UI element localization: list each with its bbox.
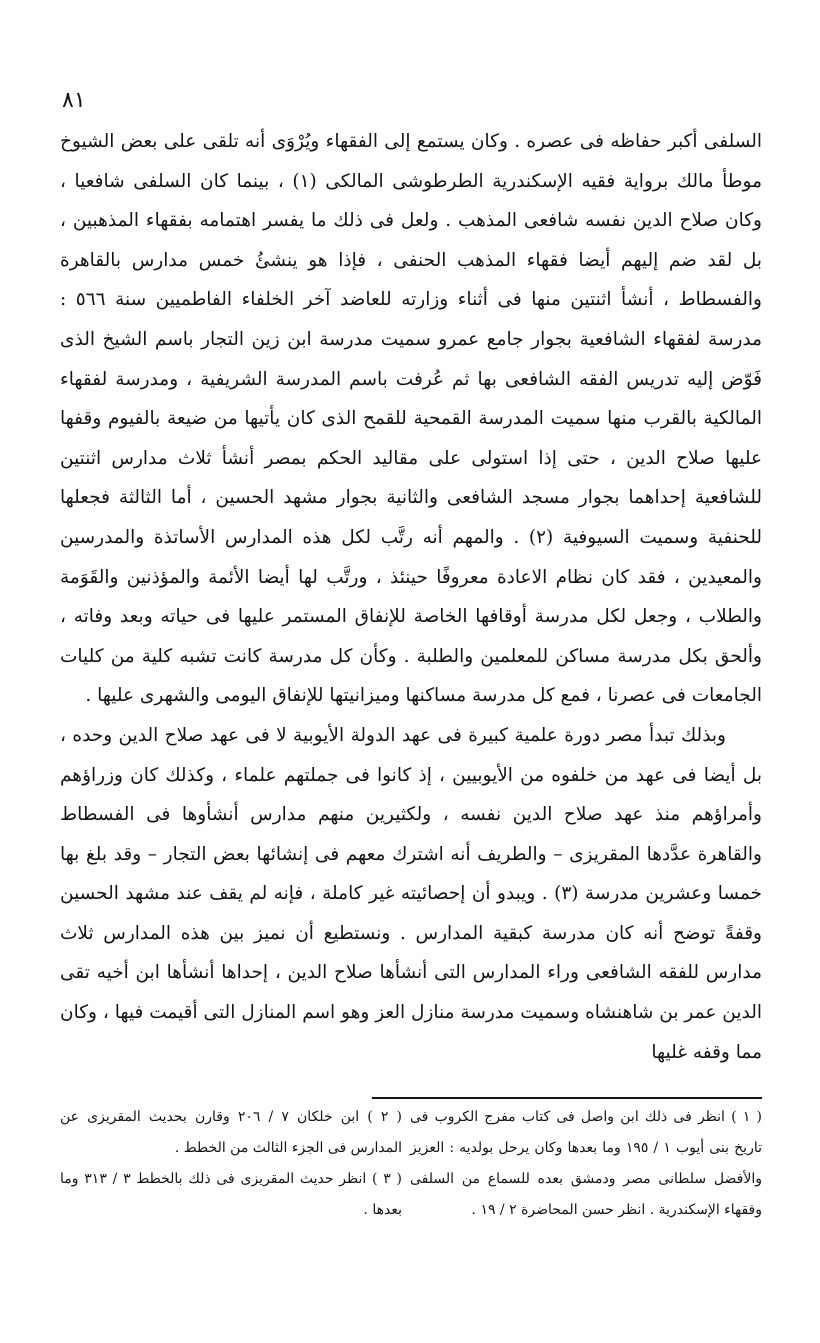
footnote-divider <box>372 1097 762 1099</box>
body-text <box>60 122 762 1072</box>
paragraph-2: وبذلك تبدأ مصر دورة علمية كبيرة فى عهد الدولة الأيوبية لا فى عهد صلاح الدين وحده ، بل أيضا فى عهد من خلفوه من الأيوبيين ، إذ كانوا فى جملتهم علماء ، وكذلك كان وزراؤهم وأمراؤهم منذ عهد صلاح الدين نفسه ، ولكثيرين منهم مدارس أنشأوها فى الفسطاط والقاهرة عدَّدها المقريزى – والطريف أنه اشترك معهم فى إنشائها بعض التجار – وقد بلغ بها خمسا وعشرين مدرسة (٣) . ويبدو أن إحصائيته غير كاملة ، فإنه لم يقف عند مشهد الحسين وقفةً توضح أنه كان مدرسة كبقية المدارس . ونستطيع أن نميز بين هذه المدارس ثلاث مدارس للفقه الشافعى وراء المدارس التى أنشأها صلاح الدين ، إحداها أنشأها ابن أخيه تقى الدين عمر بن شاهنشاه وسميت مدرسة منازل العز وهو اسم المنازل التى أقيمت فيها ، وكان مما وقفه غليها <box>60 724 762 1063</box>
paragraph-1: السلفى أكبر حفاظه فى عصره . وكان يستمع إلى الفقهاء ويُرْوَى أنه تلقى على بعض الشيوخ موطأ مالك برواية فقيه الإسكندرية الطرطوشى المالكى (١) ، بينما كان السلفى شافعيا ، وكان صلاح الدين نفسه شافعى المذهب . ولعل فى ذلك ما يفسر اهتمامه بفقهاء المذهبين ، بل لقد ضم إليهم أيضا فقهاء المذهب الحنفى ، فإذا هو ينشئُ خمس مدارس بالقاهرة والفسطاط ، أنشأ اثنتين منها فى أثناء وزارته للعاضد آخر الخلفاء الفاطميين سنة ٥٦٦ : مدرسة لفقهاء الشافعية بجوار جامع عمرو سميت مدرسة ابن زين التجار باسم الشيخ الذى فَوّض إليه تدريس الفقه الشافعى بها ثم عُرفت باسم المدرسة الشريفية ، ومدرسة لفقهاء المالكية بالقرب منها سميت المدرسة القمحية للقمح الذى كان يأتيها من ضيعة بالفيوم وقفها عليها صلاح الدين ، حتى إذا استولى على مقاليد الحكم بمصر أنشأ ثلاث مدارس اثنتين للشافعية إحداهما بجوار مسجد الشافعى والثانية بجوار مشهد الحسين ، أما الثالثة فجعلها للحنفية وسميت السيوفية (٢) . والمهم أنه رتَّب لكل هذه المدارس الأساتذة والمدرسين والمعيدين ، فقد كان نظام الاعادة معروفًا حينئذ ، ورتَّب لها أيضا الأئمة والمؤذنين والقَوَمة والطلاب ، وجعل لكل مدرسة أوقافها الخاصة للإنفاق المستمر عليها فى حياته وبعد وفاته ، وألحق بكل مدرسة مساكن للمعلمين والطلبة . وكأن كل مدرسة كانت تشبه كلية من كليات الجامعات فى عصرنا ، فمع كل مدرسة مساكنها وميزانيتها للإنفاق اليومى والشهرى عليها . <box>60 131 762 707</box>
footnotes-right-column <box>410 1102 762 1226</box>
footnote-2: ( ٢ ) ابن خلكان ٧ / ٢٠٦ وقارن بحديث المقريزى عن المدارس فى الجزء الثالث من الخطط . <box>60 1109 402 1156</box>
footnotes <box>60 1102 762 1226</box>
footnote-3: ( ٣ ) انظر حديث المقريزى فى ذلك بالخطط ٣ / ٣١٣ وما بعدها . <box>60 1171 402 1218</box>
page-number: ٨١ <box>62 88 86 113</box>
footnote-1: ( ١ ) انظر فى ذلك ابن واصل فى كتاب مفرج الكروب فى تاريخ بنى أيوب ١ / ١٩٥ وما بعدها وكان يرحل بولديه : العزيز والأفضل سلطانى مصر ودمشق بعده للسماع من السلفى وفقهاء الإسكندرية . انظر حسن المحاضرة ٢ / ١٩ . <box>410 1109 763 1218</box>
footnotes-left-column <box>60 1102 402 1226</box>
